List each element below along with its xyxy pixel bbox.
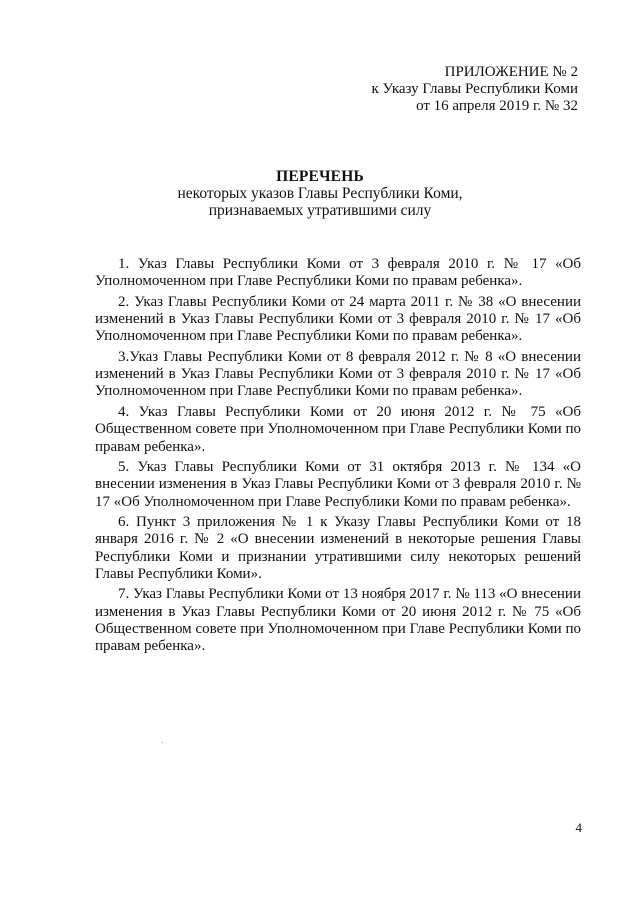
appendix-number: ПРИЛОЖЕНИЕ № 2: [444, 64, 578, 80]
list-item: 1. Указ Главы Республики Коми от 3 февраля 2010 г. № 17 «Об Уполномоченном при Главе Республики Коми по правам ребенка».: [95, 256, 581, 290]
list-item: 3.Указ Главы Республики Коми от 8 февраля 2012 г. № 8 «О внесении изменений в Указ Главы Республики Коми от 3 февраля 2010 г. № 17 «Об Уполномоченном при Главе Республики Коми по правам ребенка».: [95, 348, 581, 400]
appendix-decree-date: от 16 апреля 2019 г. № 32: [416, 98, 578, 114]
title-subtitle-line1: некоторых указов Главы Республики Коми,: [177, 185, 463, 202]
title-heading: ПЕРЕЧЕНЬ: [276, 168, 364, 185]
list-item: 5. Указ Главы Республики Коми от 31 октября 2013 г. № 134 «О внесении изменения в Указ Главы Республики Коми от 3 февраля 2010 г. № 17 «Об Уполномоченном при Главе Республики Коми по правам ребенка».: [95, 459, 581, 510]
appendix-header: [371, 64, 578, 115]
scan-speck: [162, 742, 163, 743]
appendix-decree-ref: к Указу Главы Республики Коми: [371, 81, 578, 97]
title-subtitle-line2: признаваемых утратившими силу: [208, 202, 432, 219]
list-item: 2. Указ Главы Республики Коми от 24 марта 2011 г. № 38 «О внесении изменений в Указ Главы Республики Коми от 3 февраля 2010 г. № 17 «Об Уполномоченном при Главе Республики Коми по правам ребенка».: [95, 293, 581, 345]
list-item: 7. Указ Главы Республики Коми от 13 ноября 2017 г. № 113 «О внесении изменения в Указ Главы Республики Коми от 20 июня 2012 г. № 75 «Об Общественном совете при Уполномоченном при Главе Республики Коми по правам ребенка».: [95, 586, 581, 655]
decree-list: [95, 256, 581, 659]
list-item: 6. Пункт 3 приложения № 1 к Указу Главы Республики Коми от 18 января 2016 г. № 2 «О внесении изменений в некоторые решения Главы Республики Коми и признании утратившими силу некоторых решений Главы Республики Коми».: [95, 514, 581, 582]
list-item: 4. Указ Главы Республики Коми от 20 июня 2012 г. № 75 «Об Общественном совете при Уполномоченном при Главе Республики Коми по правам ребенка».: [95, 403, 581, 455]
page-number: 4: [575, 820, 582, 835]
document-title: [0, 168, 640, 219]
